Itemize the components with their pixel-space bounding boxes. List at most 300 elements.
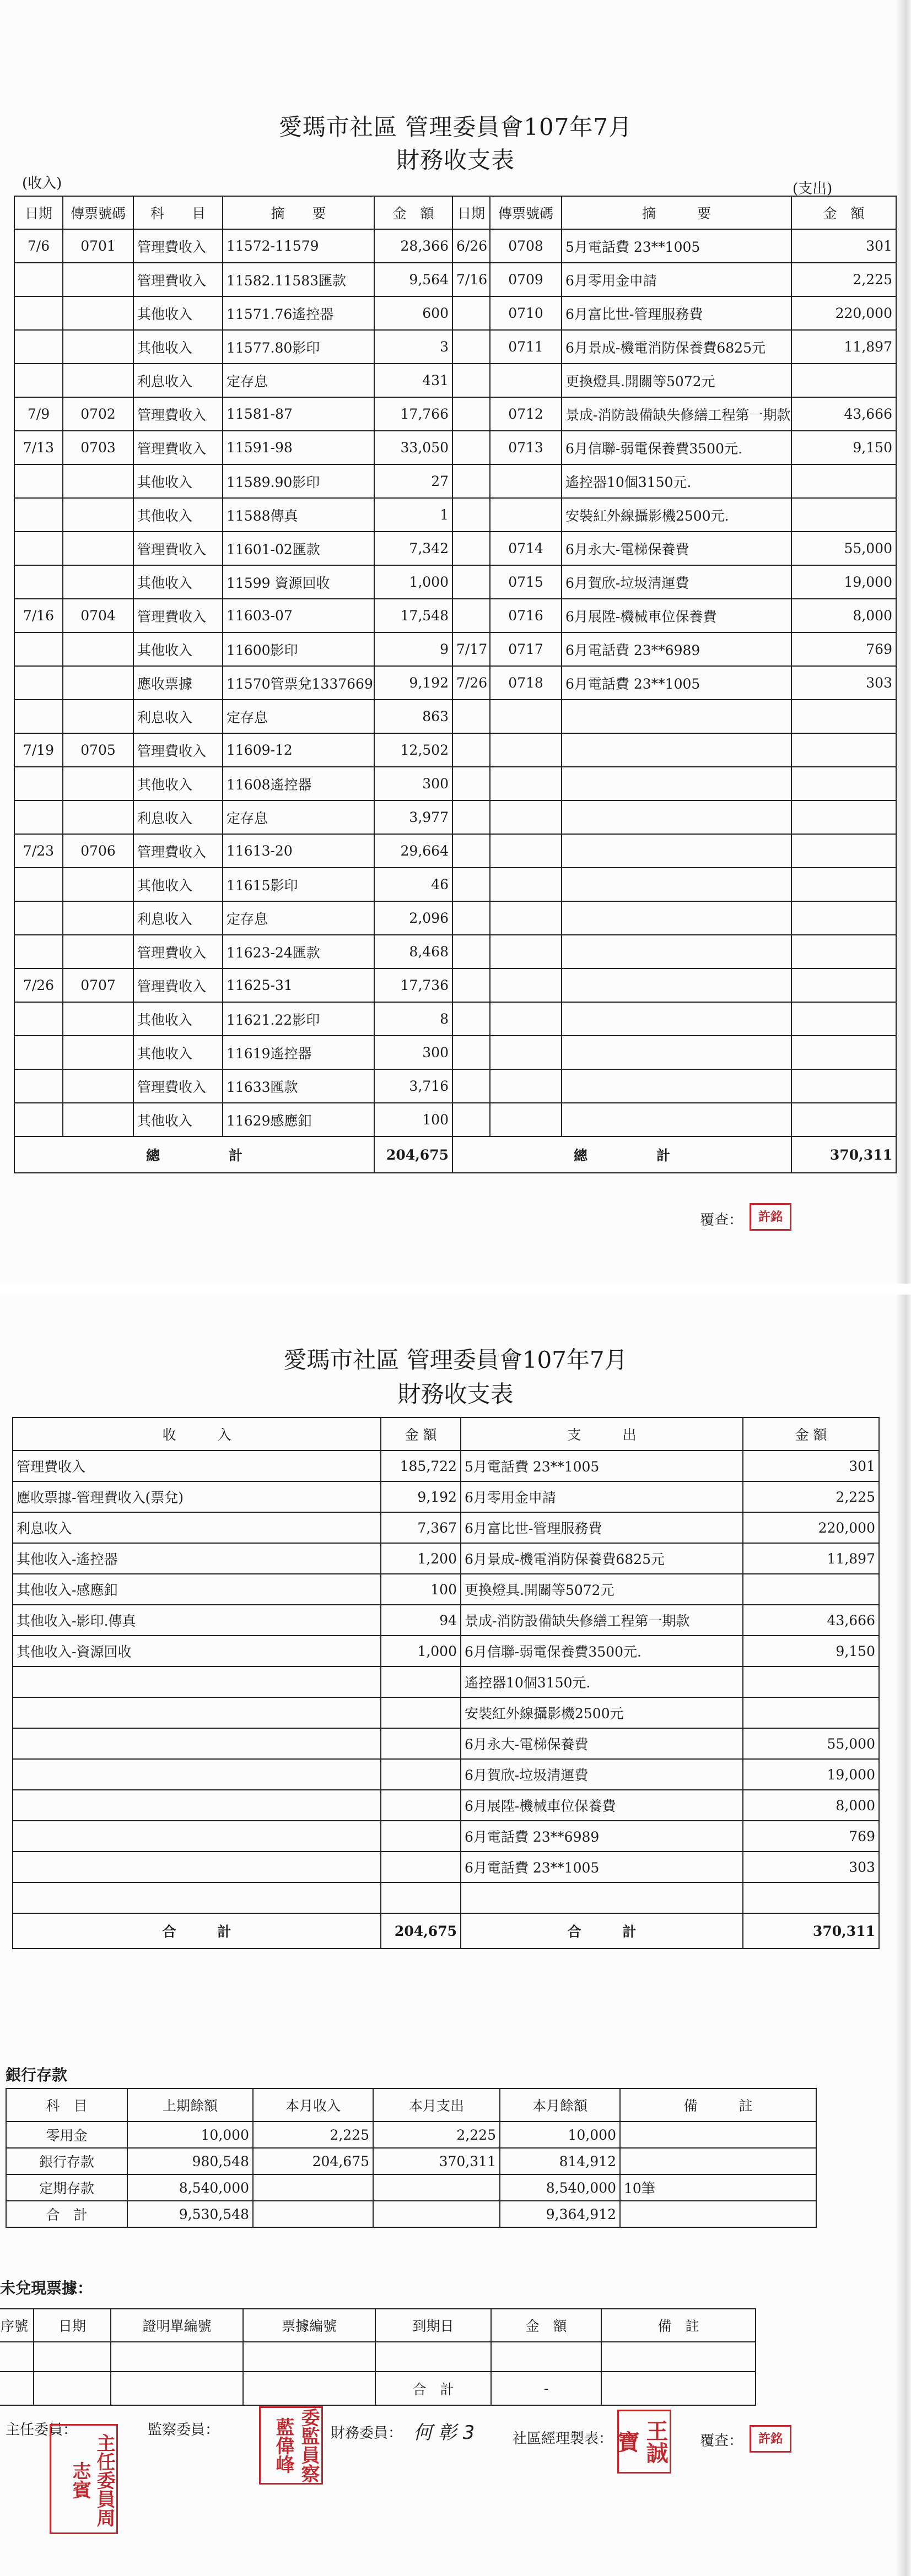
total-expense: 370,311 (791, 1137, 896, 1173)
summary-row-cell: 應收票據-管理費收入(票兌) (13, 1481, 381, 1512)
ledger-row-cell: 11600影印 (223, 632, 374, 666)
col-voucher: 傳票號碼 (63, 196, 133, 229)
ledger-row-cell: 7/16 (452, 263, 490, 296)
ledger-row (14, 330, 896, 364)
summary-row (13, 1759, 879, 1790)
bills-title: 未兌現票據： (0, 2279, 93, 2297)
ledger-row-cell (452, 296, 490, 330)
sign-review-label: 覆查： (700, 2433, 743, 2449)
ledger-row-cell (452, 834, 490, 868)
bank-row-cell (620, 2148, 816, 2174)
summary-row-cell: 1,200 (381, 1543, 461, 1574)
summary-col-expense: 支 出 (461, 1417, 743, 1451)
bank-row-cell: 2,225 (373, 2122, 500, 2148)
page1-subtitle: 財務收支表 (396, 147, 515, 174)
ledger-row (14, 935, 896, 968)
ledger-row-cell: 8 (374, 1002, 452, 1036)
ledger-row-cell (452, 565, 490, 599)
ledger-row-cell: 6月富比世-管理服務費 (562, 296, 791, 330)
review-label: 覆查： (700, 1212, 743, 1229)
ledger-row-cell (63, 800, 133, 834)
ledger-row-cell (14, 464, 63, 498)
summary-row-cell: 220,000 (743, 1512, 879, 1543)
ledger-row (14, 599, 896, 632)
bank-row-cell (373, 2174, 500, 2201)
summary-row (13, 1481, 879, 1512)
ledger-row-cell: 33,050 (374, 431, 452, 464)
ledger-row-cell: 0703 (63, 431, 133, 464)
ledger-row-cell: 遙控器10個3150元. (562, 464, 791, 498)
summary-row-cell (13, 1852, 381, 1882)
summary-row (13, 1697, 879, 1728)
ledger-row-cell: 定存息 (223, 364, 374, 397)
ledger-row-cell (14, 498, 63, 532)
summary-row-cell: 6月電話費 23**1005 (461, 1852, 743, 1882)
bank-row-cell: 814,912 (500, 2148, 620, 2174)
expense-tag: (支出) (793, 181, 833, 197)
ledger-row (14, 767, 896, 800)
summary-row-cell: 5月電話費 23**1005 (461, 1451, 743, 1481)
bank-title: 銀行存款 (6, 2066, 68, 2084)
summary-row-cell (381, 1697, 461, 1728)
ledger-row-cell (490, 901, 562, 935)
ledger-row-cell (452, 1002, 490, 1036)
summary-row-cell: 11,897 (743, 1543, 879, 1574)
ledger-row-cell: 0716 (490, 599, 562, 632)
ledger-row-cell: 0718 (490, 666, 562, 700)
summary-row-cell: 55,000 (743, 1728, 879, 1759)
bank-col-income: 本月收入 (253, 2088, 373, 2122)
ledger-row (14, 733, 896, 767)
summary-row-cell (13, 1728, 381, 1759)
ledger-row (14, 263, 896, 296)
summary-row (13, 1451, 879, 1481)
ledger-row-cell (791, 800, 896, 834)
bank-row-cell: 10筆 (620, 2174, 816, 2201)
bills-row-cell (0, 2342, 34, 2372)
ledger-row-cell: 6月電話費 23**1005 (562, 666, 791, 700)
sign-supervisor-label: 監察委員： (148, 2422, 220, 2438)
summary-row-cell: 7,367 (381, 1512, 461, 1543)
ledger-row-cell: 11609-12 (223, 733, 374, 767)
ledger-row-cell: 其他收入 (133, 565, 223, 599)
ledger-row (14, 632, 896, 666)
ledger-row-cell (791, 767, 896, 800)
ledger-row-cell: 29,664 (374, 834, 452, 868)
ledger-row-cell (14, 767, 63, 800)
ledger-row-cell: 0714 (490, 532, 562, 565)
sign-manager-label: 社區經理製表： (513, 2431, 613, 2447)
ledger-row-cell (791, 1103, 896, 1137)
ledger-row-cell (562, 901, 791, 935)
bills-col-amount: 金 額 (491, 2309, 601, 2342)
page-edge-shadow-2 (894, 1295, 911, 2576)
summary-row (13, 1574, 879, 1605)
ledger-row-cell (562, 1036, 791, 1069)
bills-total-value: - (491, 2372, 601, 2405)
ledger-row-cell: 其他收入 (133, 1103, 223, 1137)
summary-header-row (13, 1417, 879, 1451)
bank-row-cell: 9,364,912 (500, 2201, 620, 2227)
bank-row-cell: 合 計 (6, 2201, 127, 2227)
ledger-row-cell: 7/6 (14, 229, 63, 263)
ledger-row-cell: 11625-31 (223, 968, 374, 1002)
ledger-row-cell (562, 935, 791, 968)
bank-col-expense: 本月支出 (373, 2088, 500, 2122)
bank-row-cell: 零用金 (6, 2122, 127, 2148)
bank-col-previous: 上期餘額 (127, 2088, 253, 2122)
ledger-row-cell: 11621.22影印 (223, 1002, 374, 1036)
summary-row-cell: 景成-消防設備缺失修繕工程第一期款 (461, 1605, 743, 1636)
summary-row-cell: 1,000 (381, 1636, 461, 1666)
bank-table (6, 2088, 817, 2228)
ledger-row-cell (490, 1069, 562, 1103)
total-label-income: 總 計 (14, 1137, 374, 1173)
summary-total-expense: 370,311 (743, 1913, 879, 1949)
summary-row-cell (381, 1852, 461, 1882)
ledger-row-cell: 220,000 (791, 296, 896, 330)
chair-stamp: 主任委員周志賓 (50, 2424, 118, 2534)
ledger-row-cell (452, 599, 490, 632)
ledger-row-cell: 管理費收入 (133, 397, 223, 431)
ledger-total-row (14, 1137, 896, 1173)
total-income: 204,675 (374, 1137, 452, 1173)
ledger-row-cell: 46 (374, 868, 452, 901)
ledger-row-cell (14, 800, 63, 834)
summary-row-cell (13, 1821, 381, 1852)
ledger-row-cell: 管理費收入 (133, 599, 223, 632)
ledger-row (14, 532, 896, 565)
ledger-row-cell: 11,897 (791, 330, 896, 364)
summary-row (13, 1636, 879, 1666)
bills-row-cell (111, 2342, 243, 2372)
ledger-row-cell: 其他收入 (133, 767, 223, 800)
sign-chair-label: 主任委員： (6, 2422, 78, 2438)
summary-row-cell: 6月景成-機電消防保養費6825元 (461, 1543, 743, 1574)
ledger-row-cell: 7,342 (374, 532, 452, 565)
bank-row-cell (620, 2122, 816, 2148)
ledger-row-cell: 9,564 (374, 263, 452, 296)
ledger-row-cell (490, 1103, 562, 1137)
bank-row-cell: 10,000 (127, 2122, 253, 2148)
summary-row-cell: 其他收入-感應釦 (13, 1574, 381, 1605)
bills-col-due: 到期日 (375, 2309, 491, 2342)
ledger-row-cell: 7/17 (452, 632, 490, 666)
ledger-row-cell: 0706 (63, 834, 133, 868)
bills-row-cell (34, 2342, 111, 2372)
summary-row-cell (381, 1759, 461, 1790)
ledger-row-cell (562, 800, 791, 834)
ledger-row-cell (452, 364, 490, 397)
summary-row-cell: 更換燈具.開關等5072元 (461, 1574, 743, 1605)
summary-row-cell: 2,225 (743, 1481, 879, 1512)
ledger-row-cell: 11623-24匯款 (223, 935, 374, 968)
summary-row (13, 1512, 879, 1543)
ledger-row-cell: 55,000 (791, 532, 896, 565)
bank-col-account: 科 目 (6, 2088, 127, 2122)
ledger-row-cell (14, 565, 63, 599)
ledger-row-cell: 定存息 (223, 901, 374, 935)
ledger-row (14, 868, 896, 901)
ledger-row-cell (490, 834, 562, 868)
ledger-row-cell (562, 868, 791, 901)
ledger-row-cell: 0708 (490, 229, 562, 263)
ledger-row-cell (14, 364, 63, 397)
ledger-row-cell: 1 (374, 498, 452, 532)
ledger-row-cell: 6月展陞-機械車位保養費 (562, 599, 791, 632)
ledger-row-cell (63, 868, 133, 901)
ledger-table (14, 196, 897, 1173)
summary-total-row (13, 1913, 879, 1949)
ledger-row-cell (490, 364, 562, 397)
ledger-row-cell (791, 968, 896, 1002)
bills-total-label: 合 計 (375, 2372, 491, 2405)
bank-row-cell: 370,311 (373, 2148, 500, 2174)
ledger-row-cell: 11633匯款 (223, 1069, 374, 1103)
ledger-row-cell: 其他收入 (133, 464, 223, 498)
bank-col-balance: 本月餘額 (500, 2088, 620, 2122)
ledger-row-cell: 管理費收入 (133, 834, 223, 868)
summary-total-label-expense: 合 計 (461, 1913, 743, 1949)
bills-row-cell (243, 2342, 375, 2372)
ledger-row-cell (490, 1036, 562, 1069)
ledger-row-cell: 11589.90影印 (223, 464, 374, 498)
ledger-row-cell: 0712 (490, 397, 562, 431)
summary-row (13, 1728, 879, 1759)
ledger-row-cell (562, 968, 791, 1002)
ledger-row-cell (14, 1103, 63, 1137)
ledger-row-cell: 100 (374, 1103, 452, 1137)
bank-row-cell (620, 2201, 816, 2227)
ledger-row-cell: 11570管票兌1337669 (223, 666, 374, 700)
ledger-row-cell: 利息收入 (133, 901, 223, 935)
ledger-row-cell: 27 (374, 464, 452, 498)
ledger-row-cell: 300 (374, 767, 452, 800)
ledger-row-cell (562, 1069, 791, 1103)
bills-table (0, 2308, 756, 2406)
ledger-row-cell (63, 767, 133, 800)
ledger-row-cell (452, 1069, 490, 1103)
ledger-row-cell (452, 1103, 490, 1137)
summary-row-cell: 其他收入-資源回收 (13, 1636, 381, 1666)
ledger-row-cell: 11588傳真 (223, 498, 374, 532)
ledger-row-cell (452, 935, 490, 968)
ledger-row (14, 901, 896, 935)
summary-row-cell (381, 1790, 461, 1821)
ledger-row (14, 397, 896, 431)
ledger-row-cell: 定存息 (223, 800, 374, 834)
ledger-row-cell (791, 700, 896, 733)
ledger-row-cell: 303 (791, 666, 896, 700)
ledger-row-cell (562, 834, 791, 868)
col-exp-date: 日期 (452, 196, 490, 229)
ledger-row-cell: 6月零用金申請 (562, 263, 791, 296)
bank-row-cell: 10,000 (500, 2122, 620, 2148)
ledger-row-cell: 28,366 (374, 229, 452, 263)
bank-row-cell: 2,225 (253, 2122, 373, 2148)
summary-row-cell: 6月零用金申請 (461, 1481, 743, 1512)
summary-row (13, 1790, 879, 1821)
page1-title: 愛瑪市社區 管理委員會107年7月 (278, 113, 633, 140)
ledger-row-cell: 600 (374, 296, 452, 330)
summary-row-cell: 185,722 (381, 1451, 461, 1481)
summary-row-cell: 安裝紅外線攝影機2500元 (461, 1697, 743, 1728)
summary-row-cell: 8,000 (743, 1790, 879, 1821)
ledger-row-cell: 更換燈具.開關等5072元 (562, 364, 791, 397)
ledger-row-cell (63, 296, 133, 330)
ledger-row-cell (791, 901, 896, 935)
ledger-row-cell: 1,000 (374, 565, 452, 599)
ledger-row-cell (562, 1103, 791, 1137)
ledger-row (14, 1069, 896, 1103)
ledger-row-cell: 431 (374, 364, 452, 397)
summary-row-cell: 6月永大-電梯保養費 (461, 1728, 743, 1759)
summary-row-cell: 其他收入-影印.傳真 (13, 1605, 381, 1636)
col-exp-voucher: 傳票號碼 (490, 196, 562, 229)
ledger-row-cell (452, 330, 490, 364)
summary-row-cell: 其他收入-遙控器 (13, 1543, 381, 1574)
ledger-row-cell: 0705 (63, 733, 133, 767)
ledger-row-cell (490, 767, 562, 800)
summary-row (13, 1605, 879, 1636)
summary-row-cell: 303 (743, 1852, 879, 1882)
ledger-row-cell: 9,150 (791, 431, 896, 464)
ledger-row-cell (63, 935, 133, 968)
ledger-row-cell: 管理費收入 (133, 935, 223, 968)
summary-row-cell (13, 1882, 381, 1913)
ledger-row-cell (490, 1002, 562, 1036)
bills-col-seq: 序號 (0, 2309, 34, 2342)
bills-row (0, 2342, 756, 2372)
ledger-row-cell: 管理費收入 (133, 263, 223, 296)
page2-subtitle: 財務收支表 (397, 1381, 514, 1408)
ledger-row-cell (791, 733, 896, 767)
ledger-row-cell: 11615影印 (223, 868, 374, 901)
summary-row-cell: 6月賀欣-垃圾清運費 (461, 1759, 743, 1790)
ledger-row-cell: 301 (791, 229, 896, 263)
summary-total-label-income: 合 計 (13, 1913, 381, 1949)
bank-row-cell (253, 2174, 373, 2201)
ledger-row-cell: 0709 (490, 263, 562, 296)
ledger-row-cell (562, 1002, 791, 1036)
ledger-row-cell: 11577.80影印 (223, 330, 374, 364)
col-date: 日期 (14, 196, 63, 229)
ledger-row-cell (791, 1036, 896, 1069)
bank-row (6, 2201, 816, 2227)
ledger-row-cell (452, 901, 490, 935)
ledger-row-cell (791, 364, 896, 397)
bank-row (6, 2122, 816, 2148)
ledger-row-cell: 2,225 (791, 263, 896, 296)
review-stamp-2: 許銘 (750, 2425, 791, 2453)
summary-row-cell (381, 1882, 461, 1913)
summary-row-cell: 6月信聯-弱電保養費3500元. (461, 1636, 743, 1666)
ledger-row-cell (490, 498, 562, 532)
page-edge-shadow (894, 0, 911, 1284)
bills-col-bill-no: 票據編號 (243, 2309, 375, 2342)
ledger-row-cell (63, 901, 133, 935)
bank-row-cell: 204,675 (253, 2148, 373, 2174)
ledger-row-cell: 0701 (63, 229, 133, 263)
ledger-row-cell: 19,000 (791, 565, 896, 599)
ledger-row-cell (63, 532, 133, 565)
summary-row-cell (13, 1666, 381, 1697)
ledger-row-cell: 17,766 (374, 397, 452, 431)
summary-row-cell (13, 1790, 381, 1821)
ledger-row-cell (452, 397, 490, 431)
summary-row-cell: 301 (743, 1451, 879, 1481)
ledger-row-cell: 17,736 (374, 968, 452, 1002)
ledger-row-cell (63, 666, 133, 700)
ledger-row-cell: 6月景成-機電消防保養費6825元 (562, 330, 791, 364)
summary-col-expense-amount: 金 額 (743, 1417, 879, 1451)
ledger-row-cell (14, 700, 63, 733)
summary-row-cell: 100 (381, 1574, 461, 1605)
ledger-row-cell (490, 464, 562, 498)
ledger-row-cell (14, 296, 63, 330)
ledger-row-cell: 6月信聯-弱電保養費3500元. (562, 431, 791, 464)
summary-row-cell: 6月展陞-機械車位保養費 (461, 1790, 743, 1821)
ledger-row-cell: 定存息 (223, 700, 374, 733)
ledger-row-cell (63, 700, 133, 733)
ledger-row (14, 431, 896, 464)
page2-title: 愛瑪市社區 管理委員會107年7月 (283, 1346, 628, 1373)
bank-row (6, 2174, 816, 2201)
ledger-row-cell (452, 767, 490, 800)
summary-row-cell (13, 1759, 381, 1790)
ledger-row-cell (452, 464, 490, 498)
summary-row (13, 1543, 879, 1574)
ledger-row-cell (63, 464, 133, 498)
col-account: 科 目 (133, 196, 223, 229)
page-separator (0, 1284, 911, 1295)
ledger-row-cell: 利息收入 (133, 700, 223, 733)
manager-stamp: 王誠寶 (617, 2410, 671, 2474)
summary-row-cell (743, 1574, 879, 1605)
bills-col-cert: 證明單編號 (111, 2309, 243, 2342)
summary-row (13, 1666, 879, 1697)
ledger-row-cell (562, 733, 791, 767)
ledger-row-cell (490, 868, 562, 901)
ledger-row-cell: 安裝紅外線攝影機2500元. (562, 498, 791, 532)
bills-col-note: 備 註 (601, 2309, 756, 2342)
ledger-row-cell: 利息收入 (133, 800, 223, 834)
summary-row-cell: 94 (381, 1605, 461, 1636)
ledger-row-cell: 其他收入 (133, 1002, 223, 1036)
summary-row (13, 1821, 879, 1852)
ledger-row (14, 1002, 896, 1036)
ledger-row-cell (63, 330, 133, 364)
ledger-row-cell: 其他收入 (133, 868, 223, 901)
ledger-row-cell: 應收票據 (133, 666, 223, 700)
ledger-header-row (14, 196, 896, 229)
summary-row-cell: 利息收入 (13, 1512, 381, 1543)
ledger-row (14, 1103, 896, 1137)
ledger-row-cell: 11581-87 (223, 397, 374, 431)
ledger-row-cell (490, 935, 562, 968)
col-amount: 金 額 (374, 196, 452, 229)
ledger-row-cell (562, 700, 791, 733)
total-label-expense: 總 計 (452, 1137, 791, 1173)
ledger-row-cell: 3 (374, 330, 452, 364)
ledger-row-cell (791, 498, 896, 532)
ledger-row-cell (63, 1002, 133, 1036)
ledger-row-cell (63, 1036, 133, 1069)
ledger-row-cell: 300 (374, 1036, 452, 1069)
ledger-row-cell: 5月電話費 23**1005 (562, 229, 791, 263)
sign-finance-label: 財務委員： (331, 2425, 403, 2442)
summary-row-cell: 43,666 (743, 1605, 879, 1636)
